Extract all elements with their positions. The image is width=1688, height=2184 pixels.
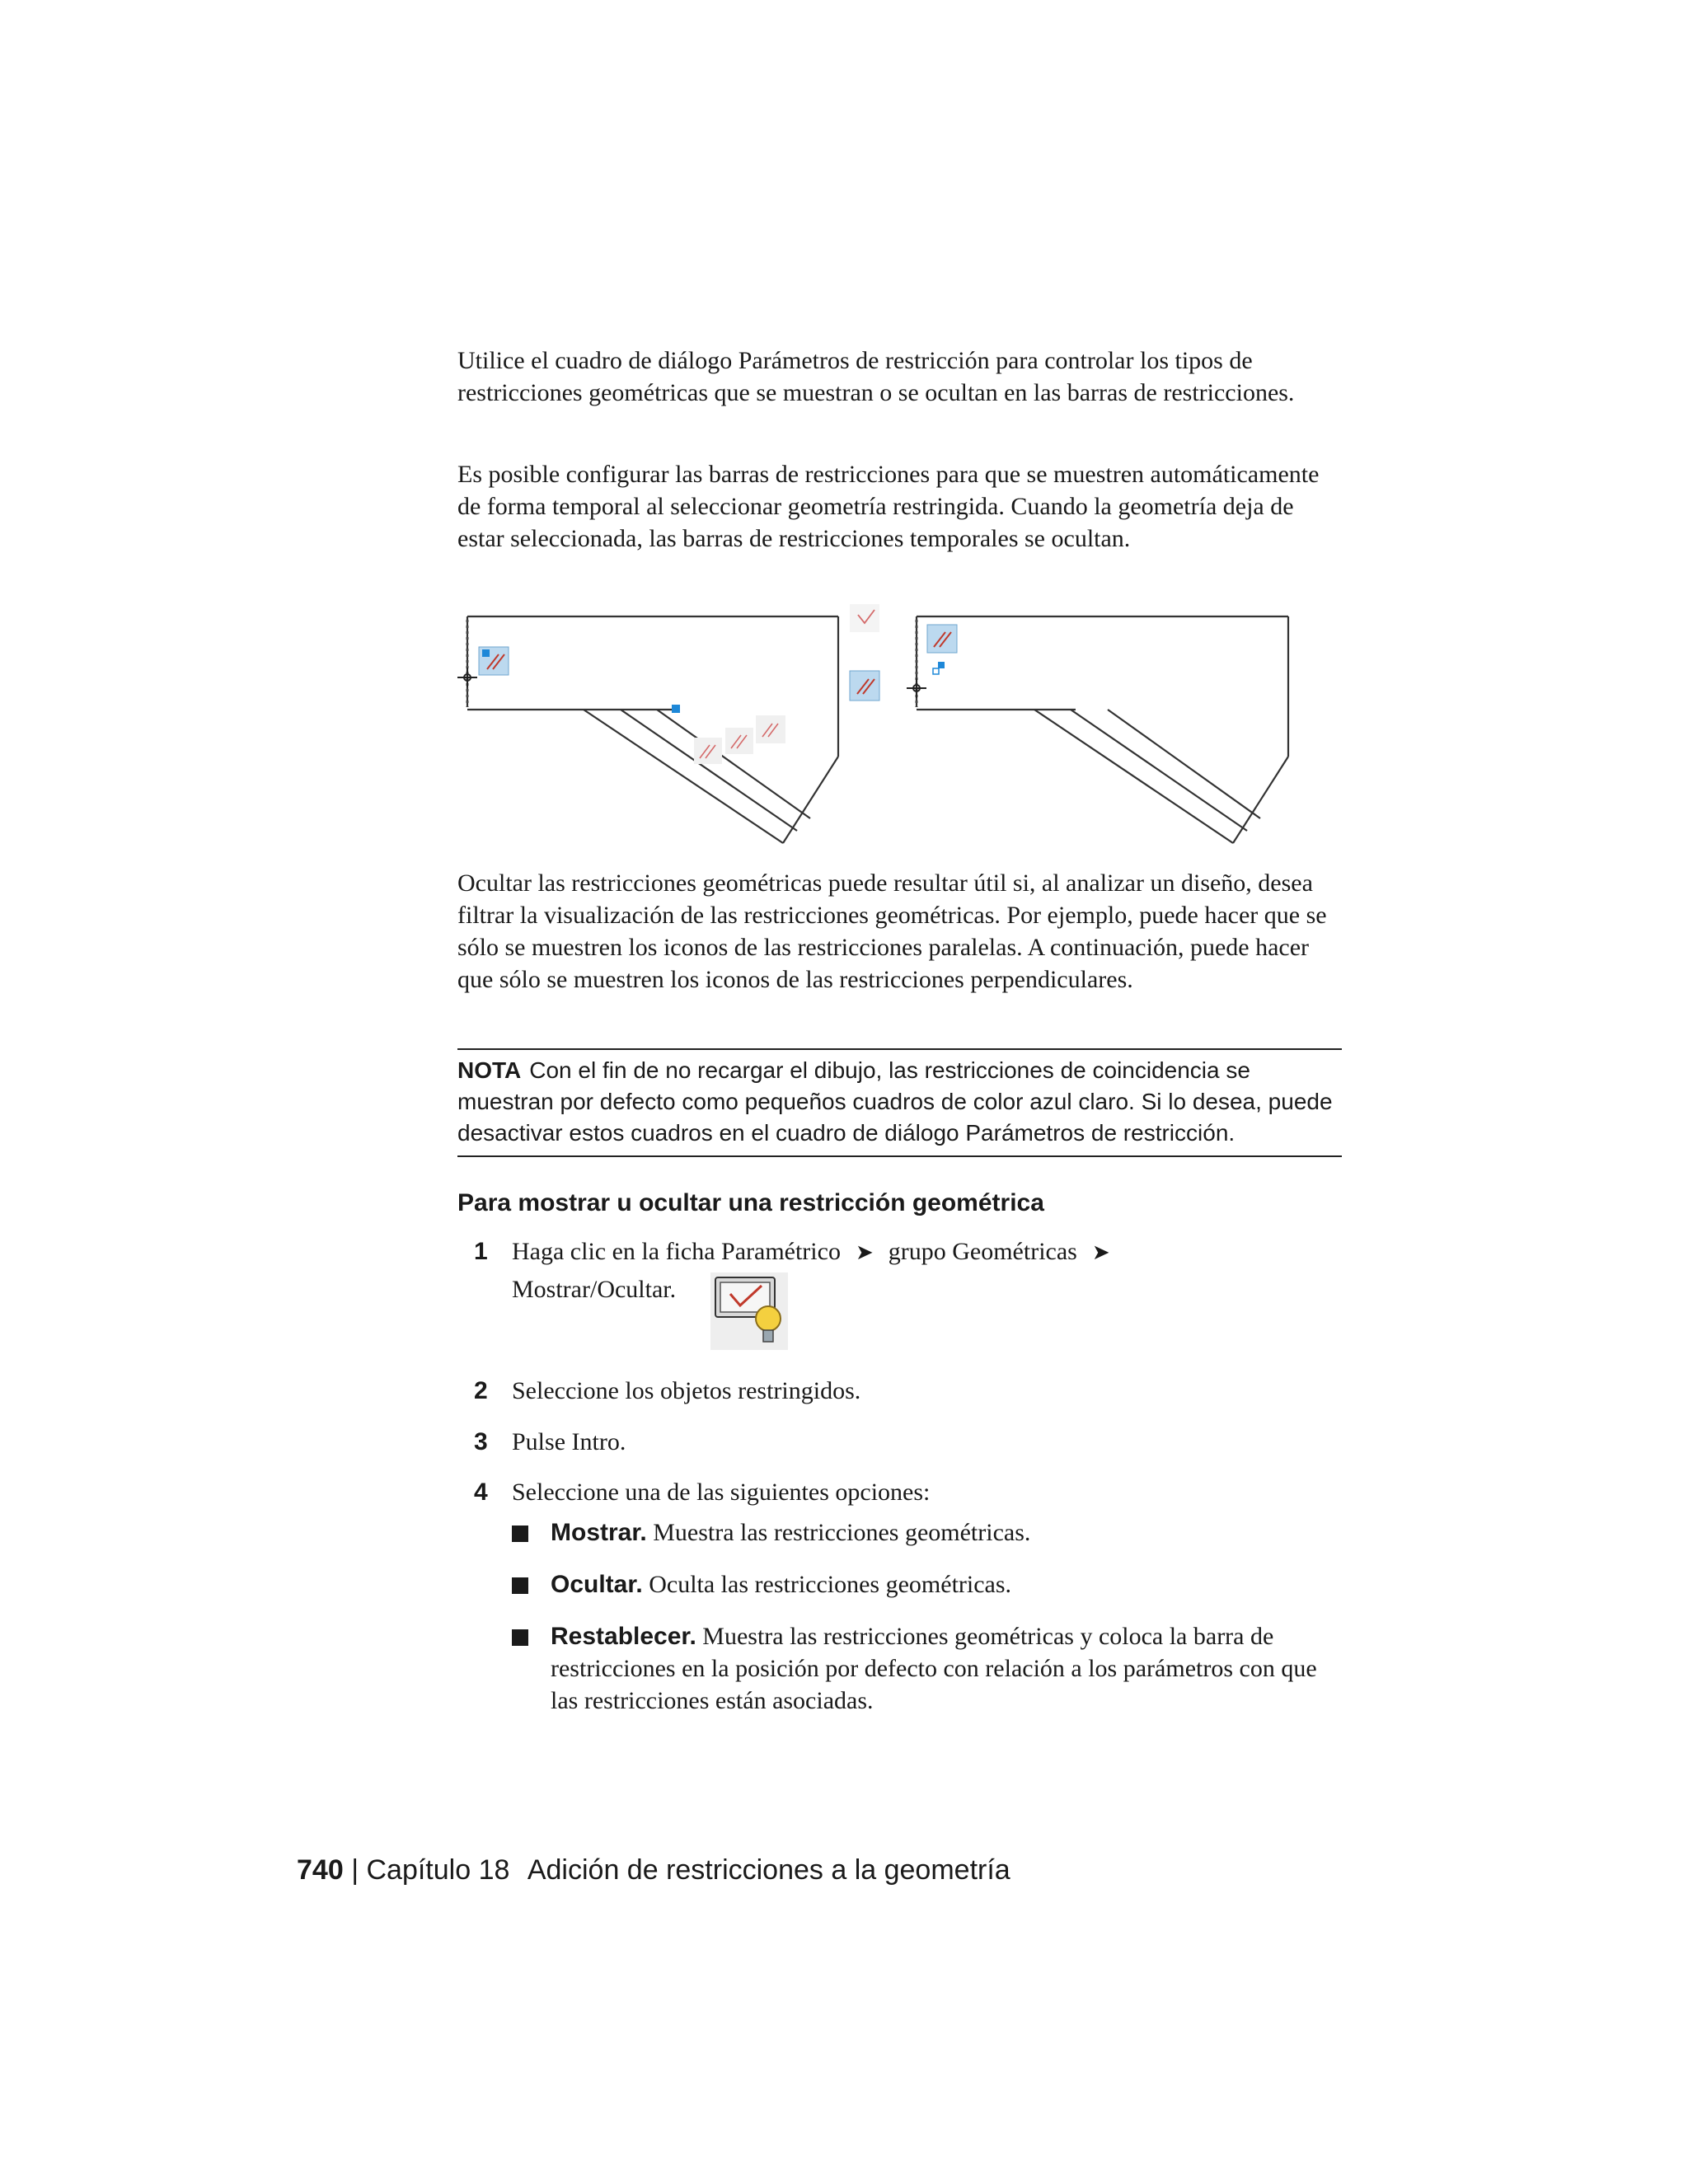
option-desc: Muestra las restricciones geométricas.: [653, 1519, 1031, 1546]
step-1-panel: grupo Geométricas: [888, 1238, 1077, 1265]
step-1-ribbon-tab: Haga clic en la ficha Paramétrico: [512, 1238, 841, 1265]
parallel-constraint-icon[interactable]: [725, 728, 753, 754]
option-term: Mostrar.: [551, 1519, 647, 1546]
page-footer: [297, 1852, 1010, 1888]
coincident-marker-icon: [933, 662, 945, 674]
parallel-constraint-icon[interactable]: [694, 738, 722, 764]
note-box: [457, 1048, 1342, 1157]
step-number: 3: [474, 1428, 488, 1455]
footer-separator: |: [351, 1854, 359, 1886]
step-number: 1: [474, 1238, 488, 1265]
hide-constraints-paragraph: Ocultar las restricciones geométricas puede resultar útil si, al analizar un diseño, desea filtrar la visualización de las restricciones geométricas. Por ejemplo, puede hacer que se sólo se muestren los iconos de las restricciones paralelas. A continuación, puede hacer que sólo se muestren los iconos de las restricciones perpendiculares.: [457, 869, 1327, 993]
option-desc: Oculta las restricciones geométricas.: [649, 1571, 1012, 1598]
step-1-command: Mostrar/Ocultar.: [512, 1276, 677, 1303]
chapter-label: Capítulo 18: [366, 1854, 510, 1886]
page-number: 740: [297, 1854, 344, 1886]
step-text: Seleccione una de las siguientes opciones:: [512, 1479, 931, 1506]
intro-paragraph: Utilice el cuadro de diálogo Parámetros de restricción para controlar los tipos de restricciones geométricas que se muestran o se ocultan en las barras de restricciones.: [457, 347, 1295, 406]
bullet-square-icon: [512, 1577, 528, 1594]
step-text: Pulse Intro.: [512, 1428, 626, 1455]
temporary-bars-paragraph: Es posible configurar las barras de restricciones para que se muestren automáticamente de forma temporal al seleccionar geometría restringida. Cuando la geometría deja de estar seleccionada, las barras de restricciones temporales se ocultan.: [457, 461, 1320, 552]
arrow-right-icon: ➤: [1091, 1240, 1110, 1265]
parallel-constraint-icon[interactable]: [927, 625, 957, 653]
parallel-constraint-icon[interactable]: [756, 715, 785, 743]
step-number: 4: [474, 1479, 488, 1506]
coincident-marker-icon: [672, 705, 680, 713]
perpendicular-constraint-icon[interactable]: [850, 604, 879, 632]
option-term: Ocultar.: [551, 1571, 643, 1598]
show-hide-constraints-icon[interactable]: [710, 1272, 788, 1350]
bullet-square-icon: [512, 1526, 528, 1542]
option-desc: Muestra las restricciones geométricas y coloca la barra de restricciones en la posición por defecto con relación a los parámetros con que las restricciones están asociadas.: [551, 1623, 1317, 1714]
step-text: Seleccione los objetos restringidos.: [512, 1377, 861, 1404]
option-term: Restablecer.: [551, 1623, 696, 1650]
chapter-title: Adición de restricciones a la geometría: [527, 1854, 1010, 1886]
constraint-bars-figure: [457, 600, 1348, 847]
parallel-constraint-icon[interactable]: [850, 671, 879, 701]
step-number: 2: [474, 1377, 488, 1404]
parallel-constraint-icon[interactable]: [479, 647, 509, 675]
procedure-title: Para mostrar u ocultar una restricción geométrica: [457, 1189, 1044, 1216]
bullet-square-icon: [512, 1629, 528, 1646]
note-text: Con el fin de no recargar el dibujo, las restricciones de coincidencia se muestran por defecto como pequeños cuadros de color azul claro. Si lo desea, puede desactivar estos cuadros en el cuadro de diálogo Parámetros de restricción.: [457, 1057, 1333, 1146]
right-shape: [917, 616, 1288, 843]
arrow-right-icon: ➤: [855, 1240, 874, 1265]
note-label: NOTA: [457, 1057, 522, 1083]
